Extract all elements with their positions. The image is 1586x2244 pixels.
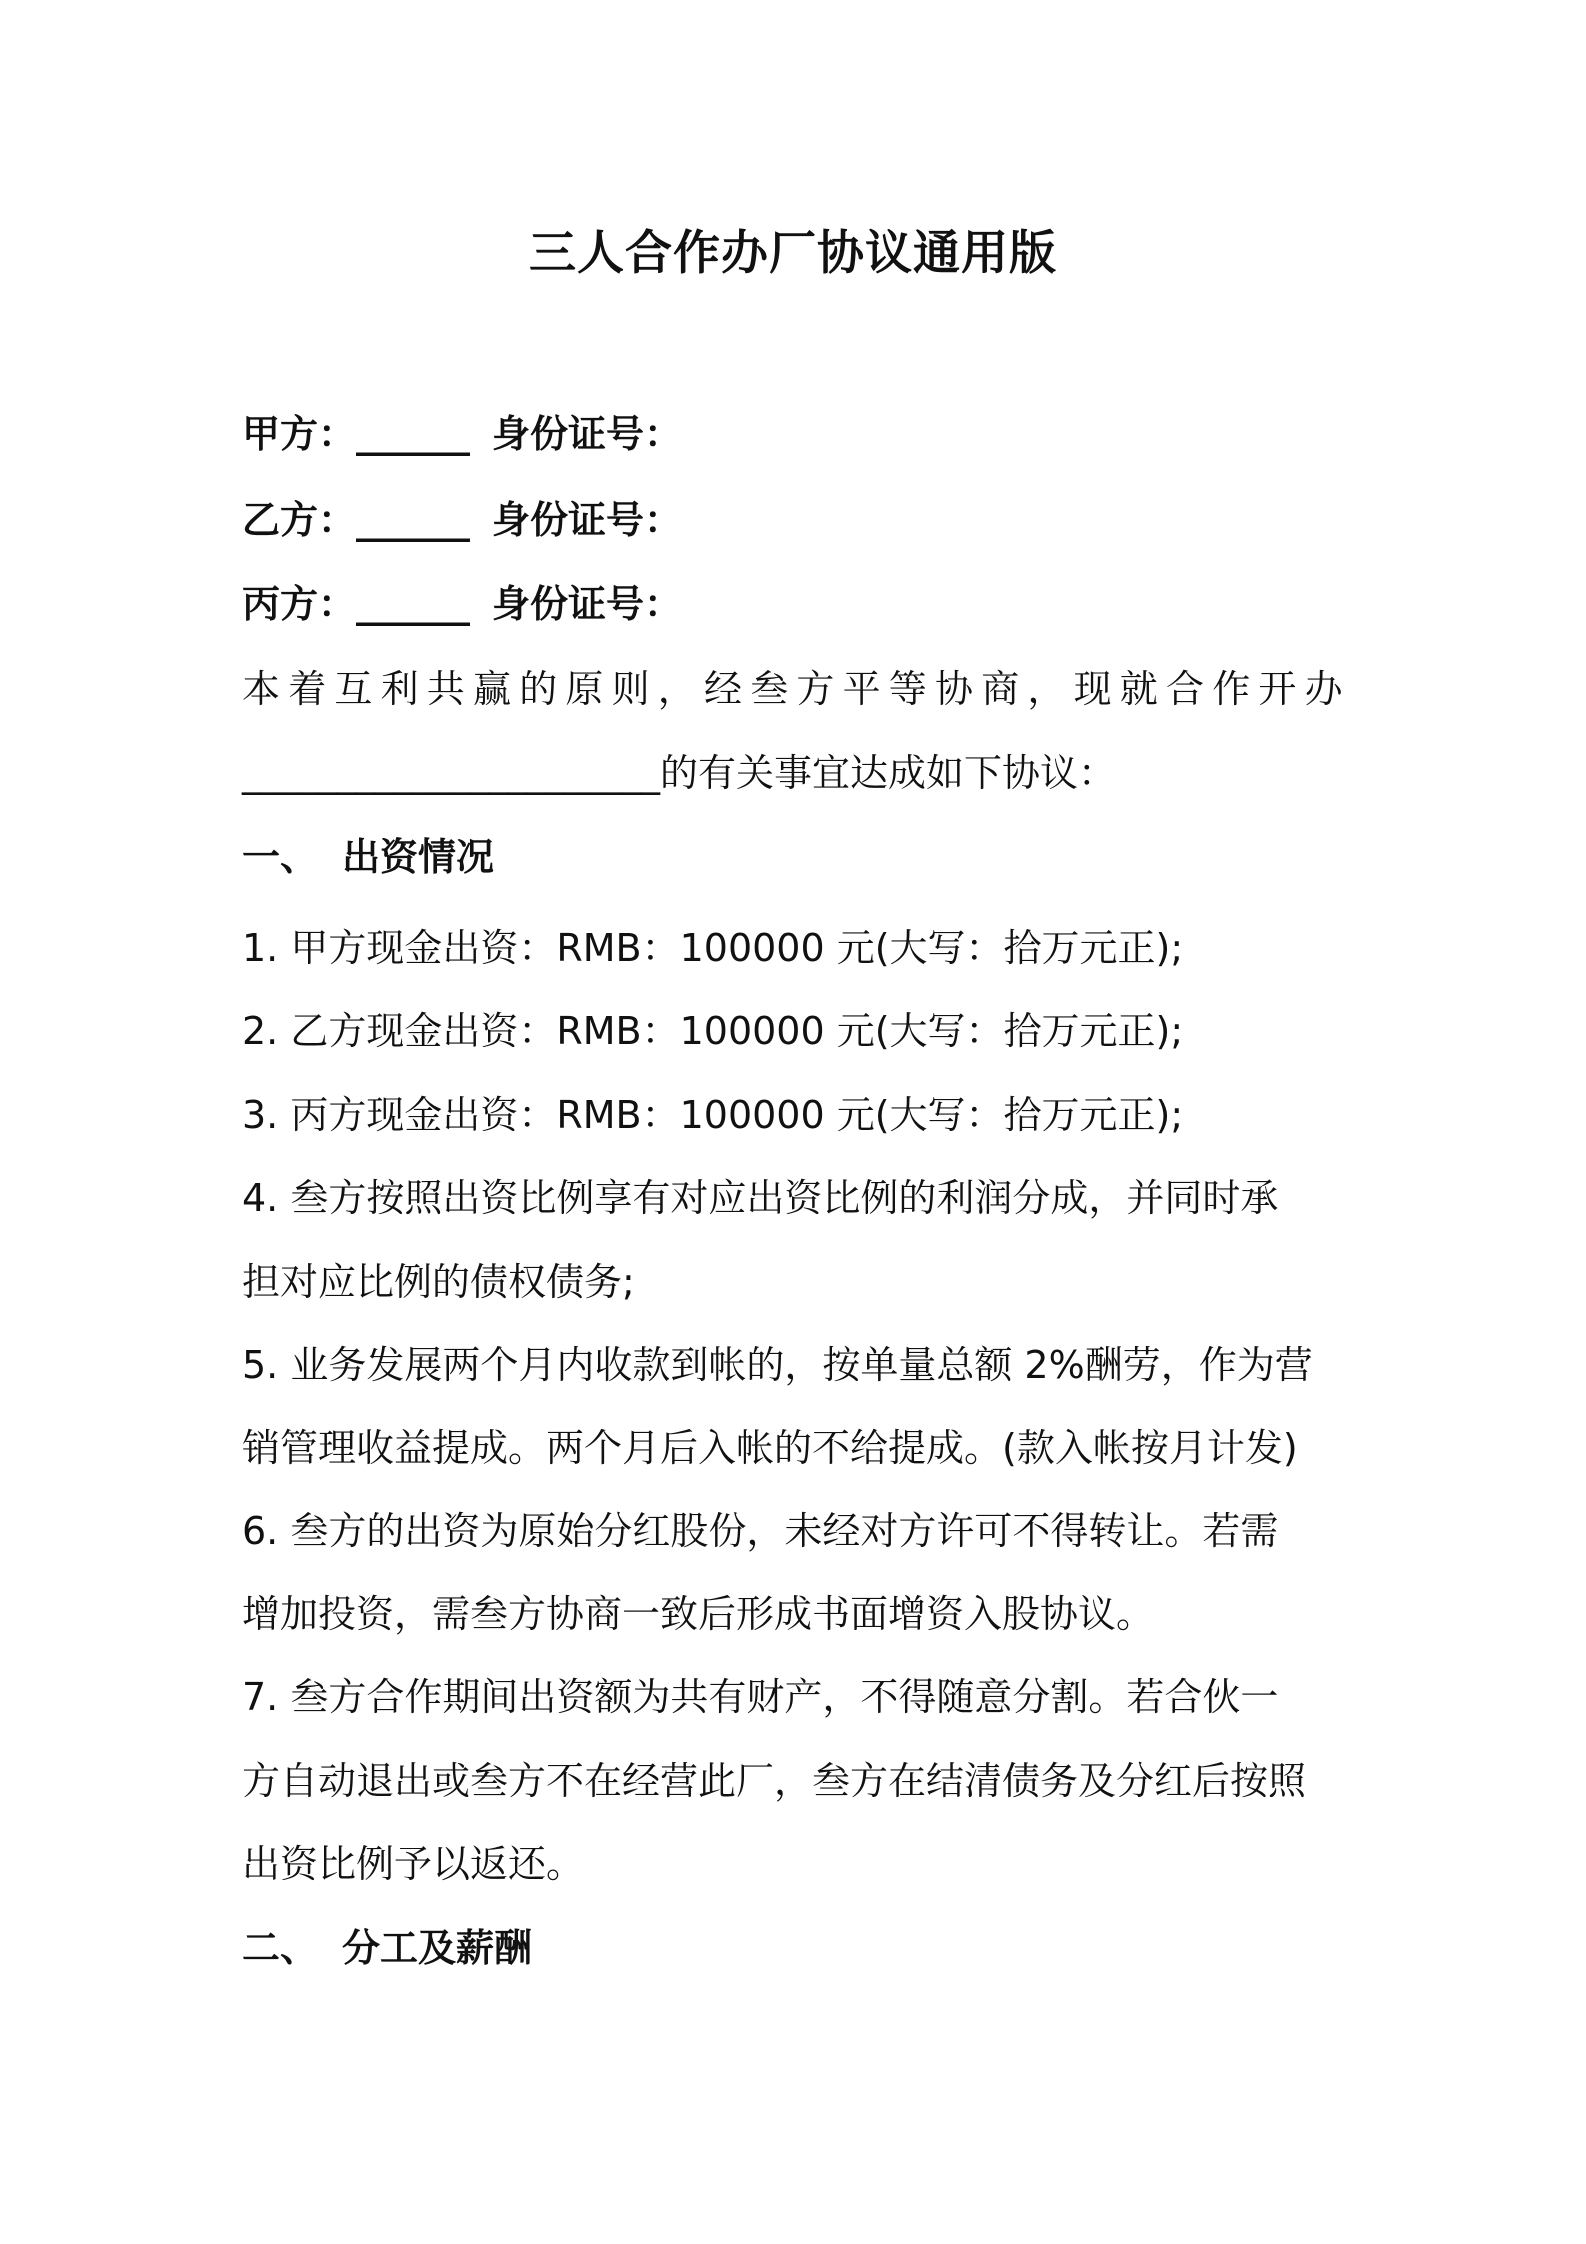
party-a-blank: ______ (356, 412, 471, 456)
section-1-number: 一、 (242, 835, 319, 879)
party-line-b (242, 494, 1352, 546)
preamble-blank: ______________________ (242, 751, 660, 795)
document-title: 三人合作办厂协议通用版 (529, 226, 1057, 281)
party-b-label: 乙方： (242, 498, 357, 542)
preamble-line-1: 本着互利共赢的原则，经叁方平等协商，现就合作开办 (242, 667, 1351, 711)
item-4-line-1: 4. 叁方按照出资比例享有对应出资比例的利润分成，并同时承 (242, 1176, 1279, 1220)
item-5-line-2: 销管理收益提成。两个月后入帐的不给提成。(款入帐按月计发) (242, 1426, 1298, 1470)
section-2-number: 二、 (242, 1926, 319, 1970)
item-7-line-1: 7. 叁方合作期间出资额为共有财产，不得随意分割。若合伙一 (242, 1675, 1279, 1719)
preamble-line-2-text: 的有关事宜达成如下协议： (660, 751, 1117, 795)
item-3: 3. 丙方现金出资：RMB：100000 元(大写：拾万元正); (242, 1093, 1184, 1137)
party-a-label: 甲方： (242, 412, 357, 456)
section-1-title: 出资情况 (342, 835, 495, 879)
item-2: 2. 乙方现金出资：RMB：100000 元(大写：拾万元正); (242, 1009, 1184, 1053)
party-c-blank: ______ (356, 582, 471, 626)
section-2-title: 分工及薪酬 (342, 1926, 533, 1970)
party-line-a (242, 408, 1352, 460)
item-6-line-2: 增加投资，需叁方协商一致后形成书面增资入股协议。 (242, 1592, 1155, 1636)
section-heading-1 (242, 831, 1352, 883)
item-7-line-3: 出资比例予以返还。 (242, 1842, 585, 1886)
party-line-c (242, 578, 1352, 630)
item-4-line-2: 担对应比例的债权债务; (242, 1260, 635, 1304)
item-5-line-1: 5. 业务发展两个月内收款到帐的，按单量总额 2%酬劳，作为营 (242, 1343, 1313, 1387)
item-7-line-2: 方自动退出或叁方不在经营此厂，叁方在结清债务及分红后按照 (242, 1759, 1307, 1803)
preamble-line-2 (242, 747, 1352, 799)
party-c-label: 丙方： (242, 582, 357, 626)
party-b-id-label: 身份证号： (492, 498, 683, 542)
section-heading-2 (242, 1922, 1352, 1974)
item-6-line-1: 6. 叁方的出资为原始分红股份，未经对方许可不得转让。若需 (242, 1509, 1279, 1553)
item-1: 1. 甲方现金出资：RMB：100000 元(大写：拾万元正); (242, 926, 1184, 970)
party-c-id-label: 身份证号： (492, 582, 683, 626)
party-a-id-label: 身份证号： (492, 412, 683, 456)
party-b-blank: ______ (356, 498, 471, 542)
